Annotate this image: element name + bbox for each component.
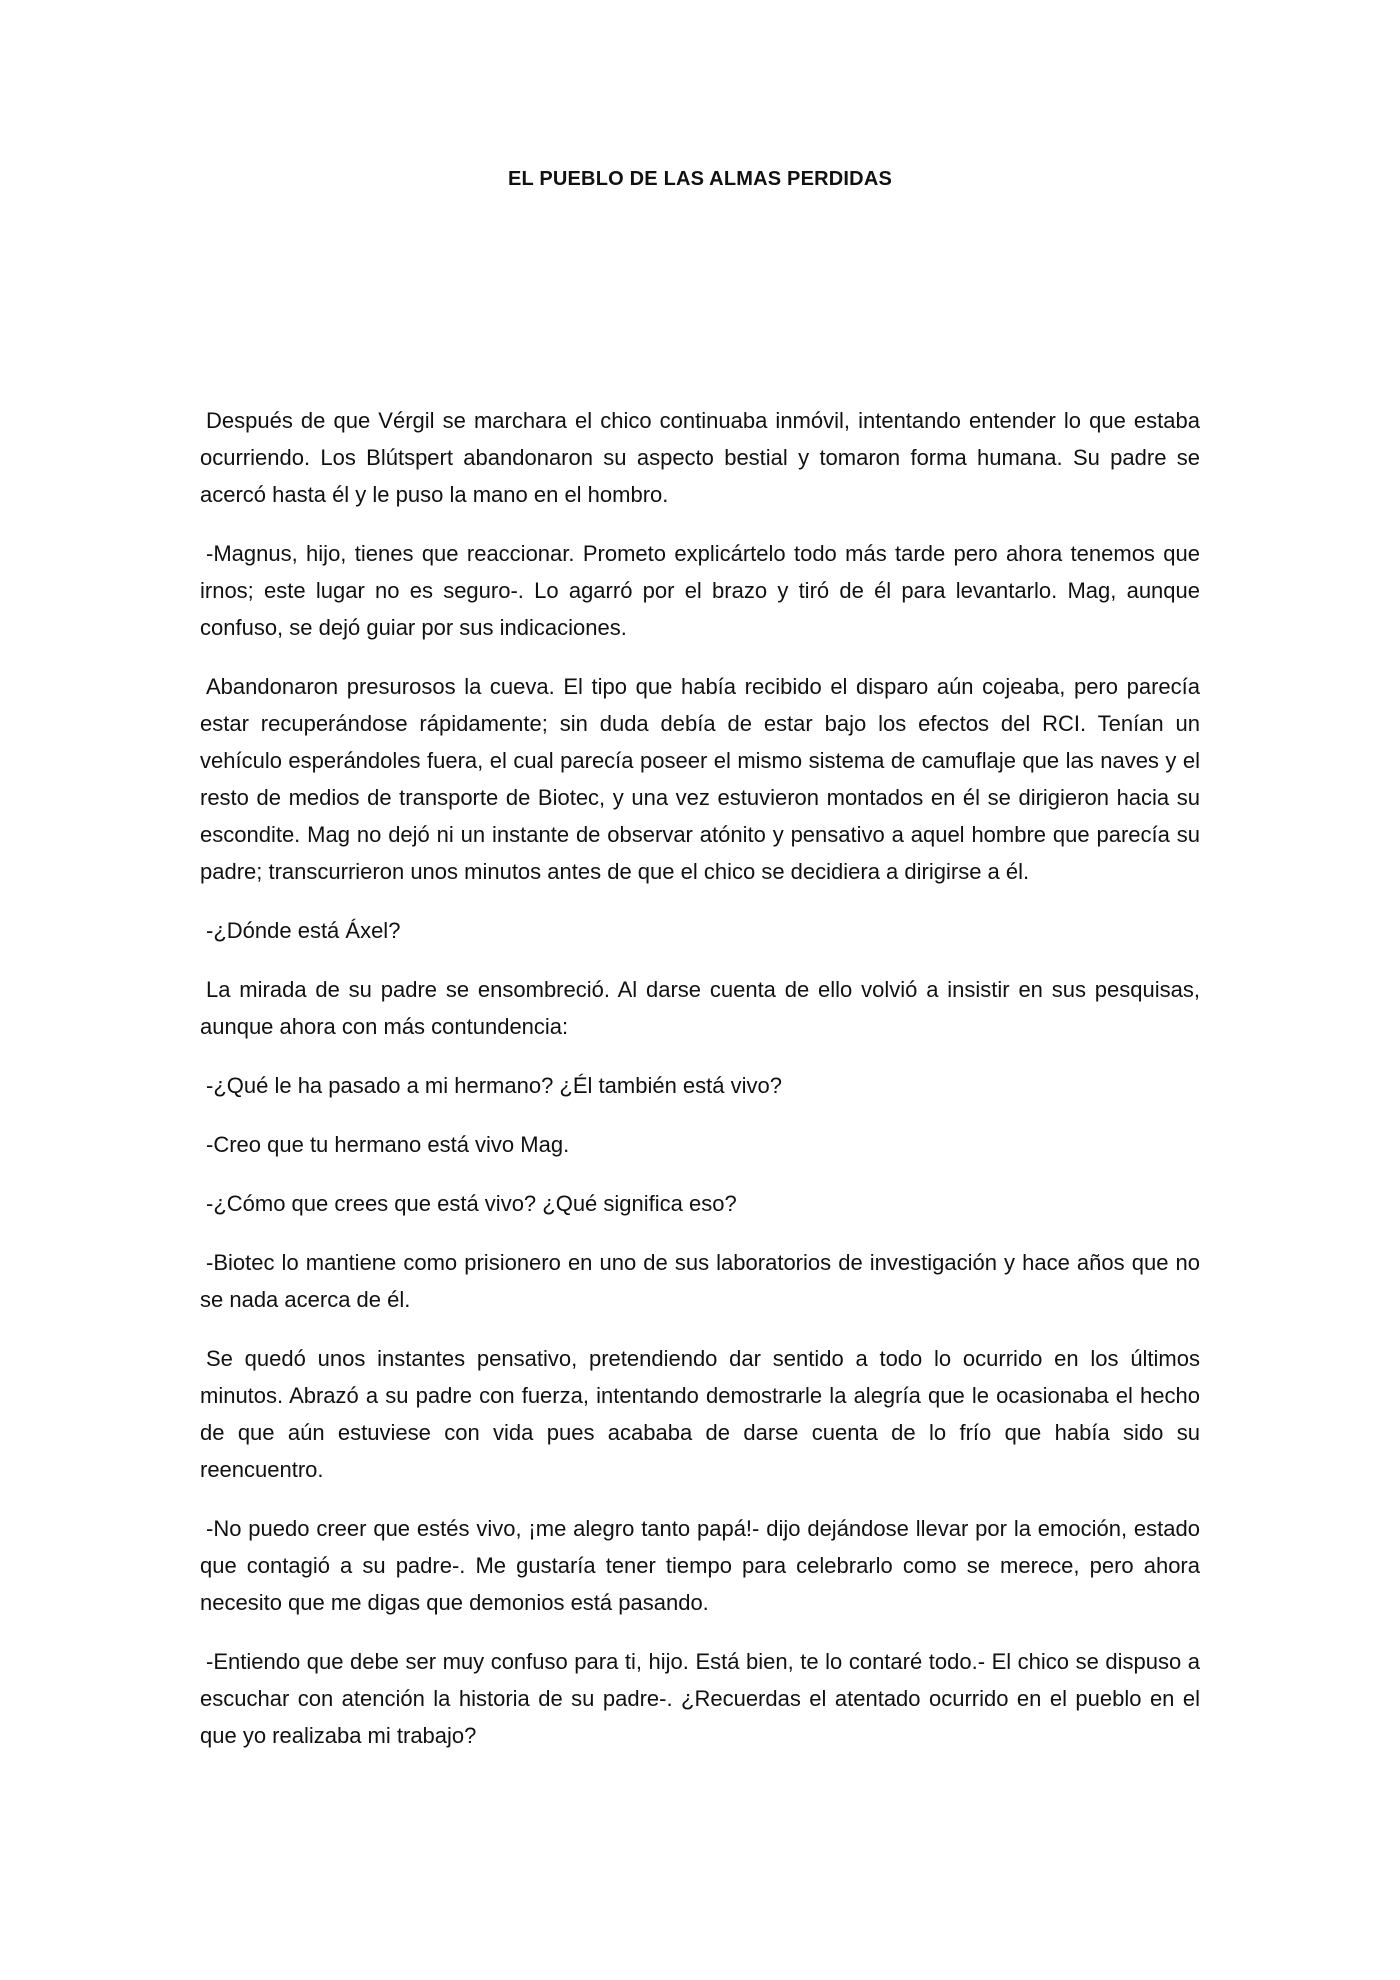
paragraph: Después de que Vérgil se marchara el chico continuaba inmóvil, intentando entender lo que estaba ocurriendo. Los Blútspert abandonaron su aspecto bestial y tomaron forma humana. Su padre se acercó hasta él y le puso la mano en el hombro.	[200, 408, 1200, 507]
paragraph: -¿Cómo que crees que está vivo? ¿Qué significa eso?	[206, 1191, 737, 1216]
document-body	[200, 402, 1200, 1776]
paragraph: Abandonaron presurosos la cueva. El tipo que había recibido el disparo aún cojeaba, pero parecía estar recuperándose rápidamente; sin duda debía de estar bajo los efectos del RCI. Tenían un vehículo esperándoles fuera, el cual parecía poseer el mismo sistema de camuflaje que las naves y el resto de medios de transporte de Biotec, y una vez estuvieron montados en él se dirigieron hacia su escondite. Mag no dejó ni un instante de observar atónito y pensativo a aquel hombre que parecía su padre; transcurrieron unos minutos antes de que el chico se decidiera a dirigirse a él.	[200, 674, 1200, 884]
paragraph: -No puedo creer que estés vivo, ¡me alegro tanto papá!- dijo dejándose llevar por la emoción, estado que contagió a su padre-. Me gustaría tener tiempo para celebrarlo como se merece, pero ahora necesito que me digas que demonios está pasando.	[200, 1516, 1200, 1615]
paragraph: -¿Dónde está Áxel?	[206, 918, 401, 943]
paragraph: -¿Qué le ha pasado a mi hermano? ¿Él también está vivo?	[206, 1073, 782, 1098]
paragraph: -Creo que tu hermano está vivo Mag.	[206, 1132, 570, 1157]
paragraph: -Biotec lo mantiene como prisionero en uno de sus laboratorios de investigación y hace años que no se nada acerca de él.	[200, 1250, 1200, 1312]
paragraph: Se quedó unos instantes pensativo, pretendiendo dar sentido a todo lo ocurrido en los últimos minutos. Abrazó a su padre con fuerza, intentando demostrarle la alegría que le ocasionaba el hecho de que aún estuviese con vida pues acababa de darse cuenta de lo frío que había sido su reencuentro.	[200, 1346, 1200, 1482]
paragraph: -Entiendo que debe ser muy confuso para ti, hijo. Está bien, te lo contaré todo.- El chico se dispuso a escuchar con atención la historia de su padre-. ¿Recuerdas el atentado ocurrido en el pueblo en el que yo realizaba mi trabajo?	[200, 1649, 1200, 1748]
paragraph: -Magnus, hijo, tienes que reaccionar. Prometo explicártelo todo más tarde pero ahora tenemos que irnos; este lugar no es seguro-. Lo agarró por el brazo y tiró de él para levantarlo. Mag, aunque confuso, se dejó guiar por sus indicaciones.	[200, 541, 1200, 640]
paragraph: La mirada de su padre se ensombreció. Al darse cuenta de ello volvió a insistir en sus pesquisas, aunque ahora con más contundencia:	[200, 977, 1200, 1039]
document-title: EL PUEBLO DE LAS ALMAS PERDIDAS	[507, 168, 892, 190]
